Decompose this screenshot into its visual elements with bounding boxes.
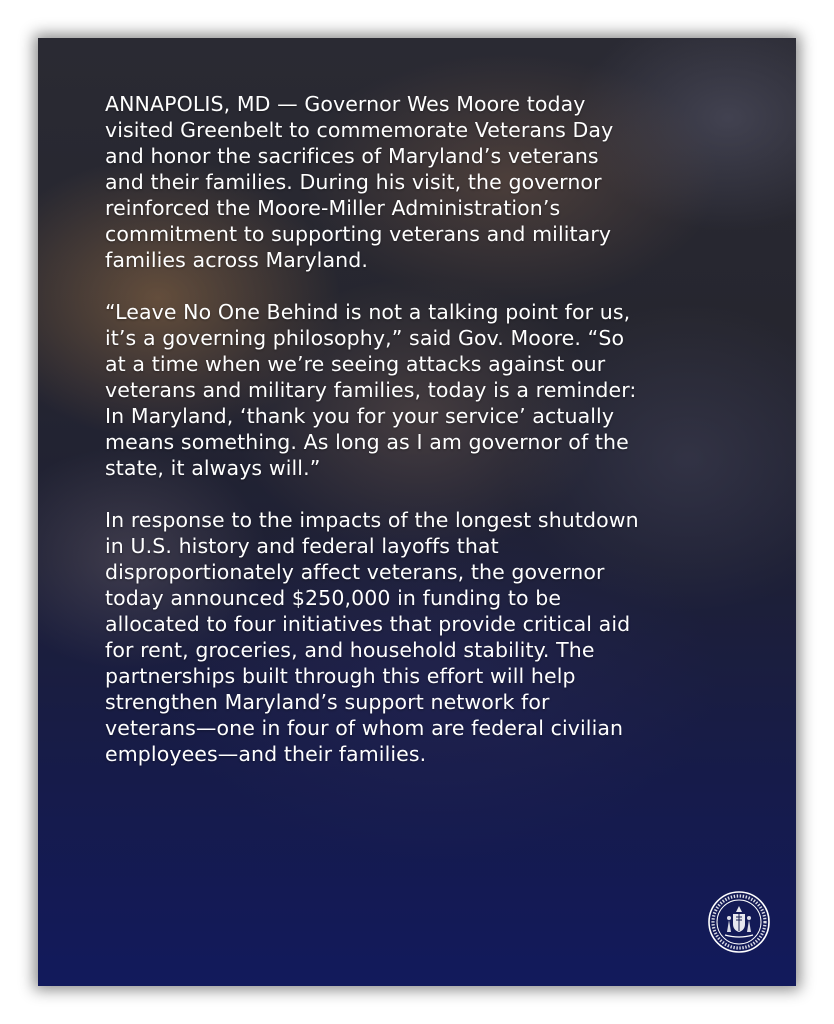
text-line: it’s a governing philosophy,” said Gov. Moore. “So	[105, 326, 625, 350]
text-line: In Maryland, ‘thank you for your service’ actually	[105, 404, 615, 428]
text-line: and honor the sacrifices of Maryland’s veterans	[105, 144, 599, 168]
text-line: for rent, groceries, and household stability. The	[105, 638, 595, 662]
text-line: strengthen Maryland’s support network for	[105, 690, 550, 714]
text-line: allocated to four initiatives that provide critical aid	[105, 612, 631, 636]
maryland-state-seal-icon	[707, 890, 771, 954]
text-line: state, it always will.”	[105, 456, 321, 480]
text-line: today announced $250,000 in funding to be	[105, 586, 562, 610]
text-line: disproportionately affect veterans, the governor	[105, 560, 605, 584]
paragraph-funding	[105, 507, 755, 767]
text-line: visited Greenbelt to commemorate Veterans Day	[105, 118, 614, 142]
text-line: means something. As long as I am governor of the	[105, 430, 629, 454]
text-line: reinforced the Moore-Miller Administration’s	[105, 196, 561, 220]
text-line: families across Maryland.	[105, 248, 368, 272]
statement-body	[105, 91, 755, 767]
text-line: commitment to supporting veterans and military	[105, 222, 612, 246]
text-line: veterans—one in four of whom are federal civilian	[105, 716, 624, 740]
text-line: ANNAPOLIS, MD — Governor Wes Moore today	[105, 92, 586, 116]
paragraph-intro	[105, 91, 755, 273]
text-line: In response to the impacts of the longest shutdown	[105, 508, 639, 532]
text-line: partnerships built through this effort will help	[105, 664, 576, 688]
text-line: “Leave No One Behind is not a talking point for us,	[105, 300, 631, 324]
text-line: and their families. During his visit, the governor	[105, 170, 602, 194]
text-line: veterans and military families, today is a reminder:	[105, 378, 637, 402]
text-line: in U.S. history and federal layoffs that	[105, 534, 499, 558]
paragraph-quote	[105, 299, 755, 481]
text-line: employees—and their families.	[105, 742, 427, 766]
statement-card	[38, 38, 796, 986]
text-line: at a time when we’re seeing attacks against our	[105, 352, 606, 376]
